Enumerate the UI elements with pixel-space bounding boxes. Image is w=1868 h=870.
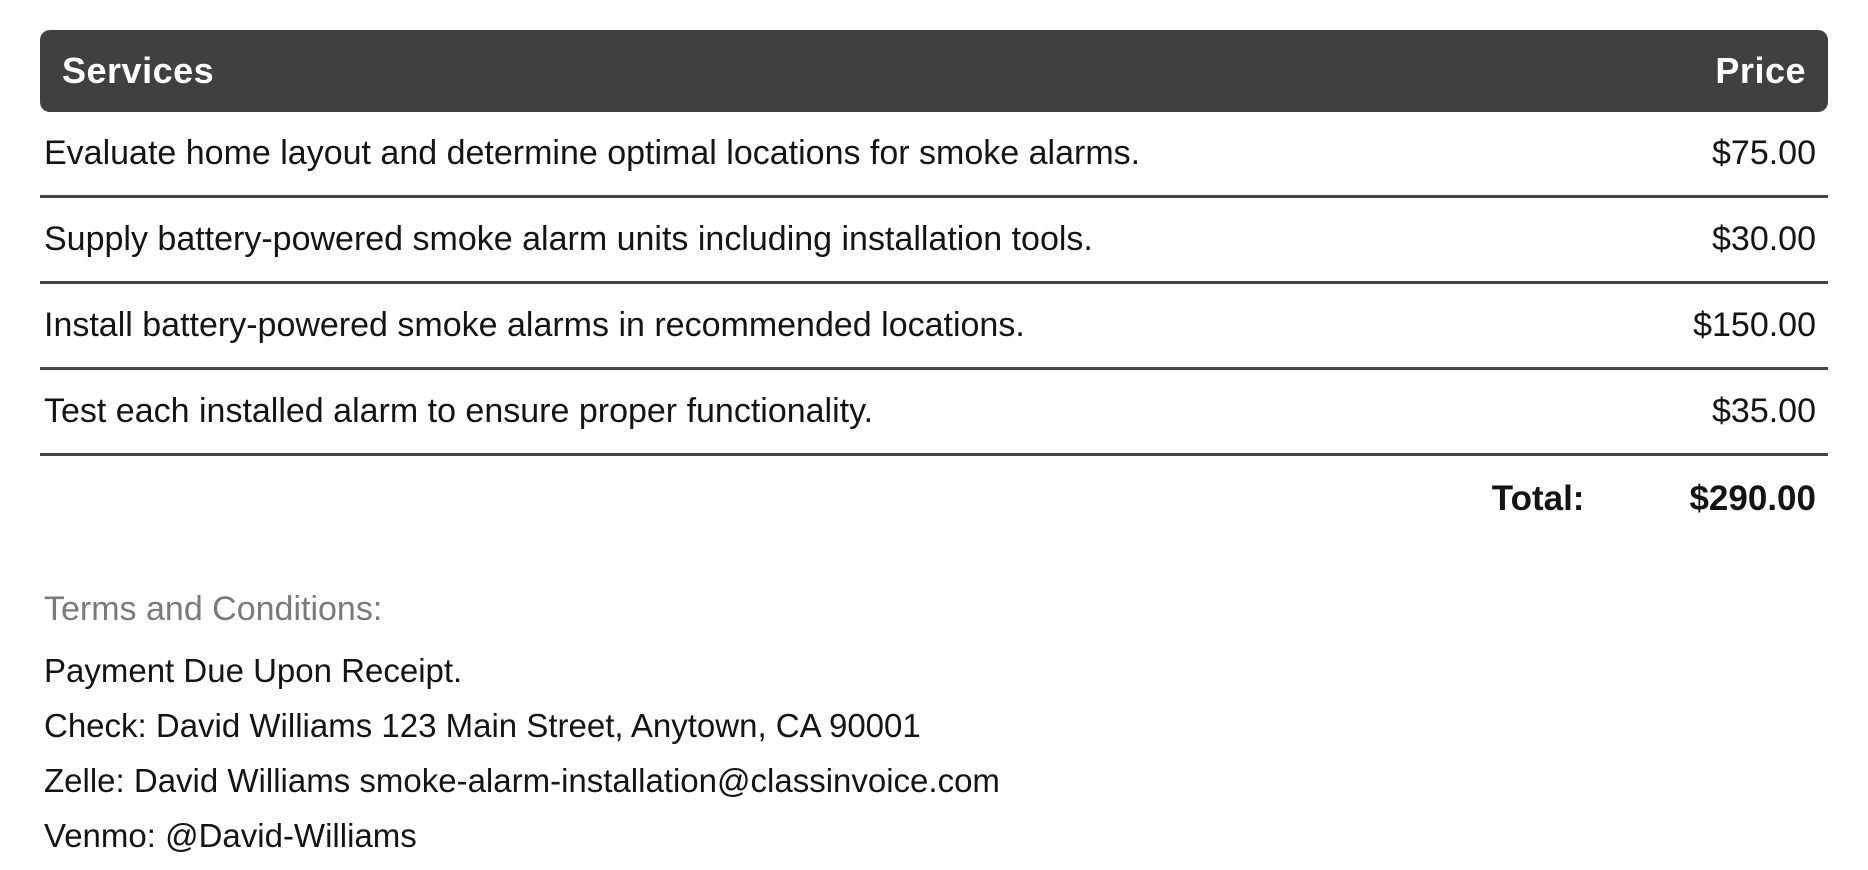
service-price: $30.00	[1712, 220, 1816, 258]
total-row	[40, 456, 1828, 542]
price-column-header: Price	[1715, 50, 1806, 91]
terms-line-venmo: Venmo: @David-Williams	[44, 817, 417, 854]
service-price: $35.00	[1712, 392, 1816, 430]
terms-heading: Terms and Conditions:	[44, 590, 383, 628]
total-label: Total:	[1491, 479, 1585, 518]
service-description: Test each installed alarm to ensure proper functionality.	[44, 392, 874, 430]
services-column-header: Services	[62, 50, 215, 91]
service-description: Install battery-powered smoke alarms in recommended locations.	[44, 306, 1025, 344]
services-table	[40, 30, 1828, 542]
service-price: $75.00	[1712, 134, 1816, 172]
table-row	[40, 284, 1828, 370]
total-value: $290.00	[1689, 479, 1816, 518]
table-row	[40, 370, 1828, 456]
table-row	[40, 198, 1828, 284]
terms-line-check: Check: David Williams 123 Main Street, Anytown, CA 90001	[44, 707, 921, 744]
table-header-row	[40, 30, 1828, 112]
service-description: Supply battery-powered smoke alarm units including installation tools.	[44, 220, 1093, 258]
terms-line-payment-due: Payment Due Upon Receipt.	[44, 652, 463, 689]
service-description: Evaluate home layout and determine optimal locations for smoke alarms.	[44, 134, 1141, 172]
table-row	[40, 112, 1828, 198]
service-price: $150.00	[1693, 306, 1816, 344]
terms-line-zelle: Zelle: David Williams smoke-alarm-installation@classinvoice.com	[44, 762, 1000, 799]
terms-section	[40, 582, 1828, 863]
